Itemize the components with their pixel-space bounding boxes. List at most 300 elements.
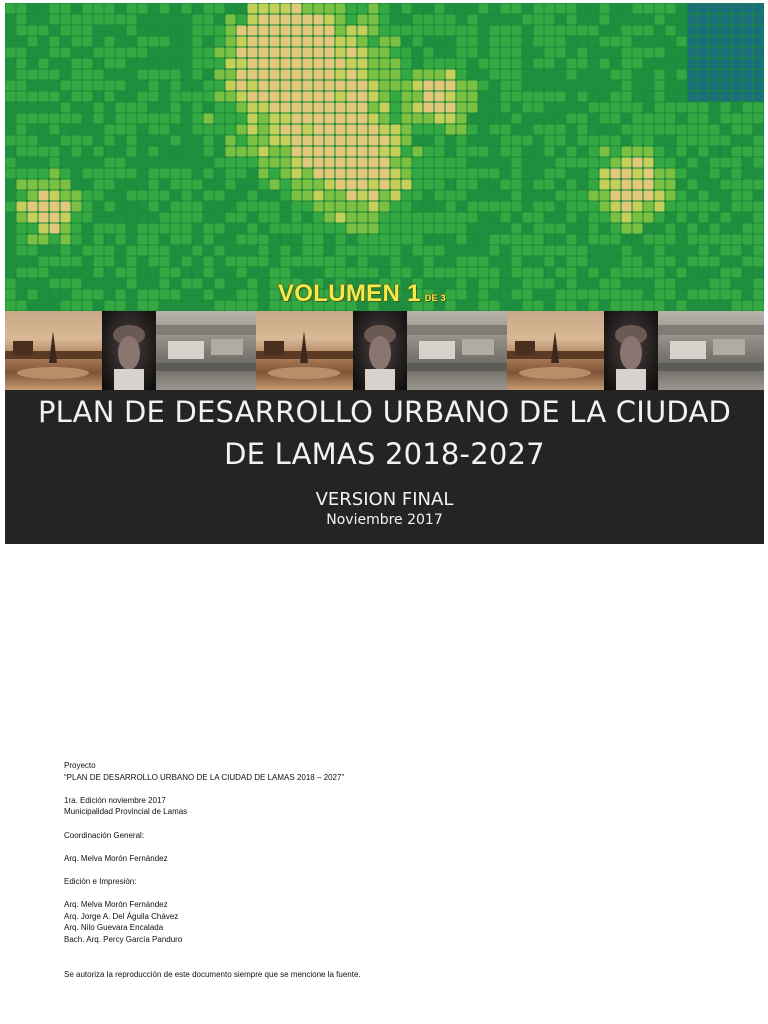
terrain-tile [127,114,137,124]
terrain-tile [754,290,764,300]
terrain-tile [292,213,302,223]
terrain-tile [380,4,390,14]
terrain-tile [545,191,555,201]
terrain-tile [303,26,313,36]
terrain-tile [644,246,654,256]
terrain-tile [710,191,720,201]
terrain-tile [83,136,93,146]
terrain-tile [237,202,247,212]
terrain-tile [314,48,324,58]
terrain-tile [270,70,280,80]
terrain-tile [424,92,434,102]
terrain-tile [6,213,16,223]
terrain-tile [600,15,610,25]
terrain-tile [259,81,269,91]
terrain-tile [39,290,49,300]
terrain-tile [589,136,599,146]
terrain-tile [270,257,280,267]
cover-title-line-2: DE LAMAS 2018-2027 [224,437,545,471]
terrain-tile [622,114,632,124]
terrain-tile [710,202,720,212]
terrain-tile [435,37,445,47]
terrain-tile [61,268,71,278]
terrain-tile [105,37,115,47]
terrain-tile [578,81,588,91]
terrain-tile [358,246,368,256]
terrain-tile [83,235,93,245]
terrain-tile [644,279,654,289]
terrain-tile [644,4,654,14]
terrain-tile [721,48,731,58]
terrain-tile [677,4,687,14]
terrain-tile [611,37,621,47]
terrain-tile [347,125,357,135]
terrain-tile [446,48,456,58]
terrain-tile [490,103,500,113]
terrain-tile [424,114,434,124]
terrain-tile [567,26,577,36]
terrain-tile [380,202,390,212]
terrain-tile [732,257,742,267]
terrain-tile [666,279,676,289]
terrain-tile [479,147,489,157]
terrain-tile [94,202,104,212]
terrain-tile [710,235,720,245]
terrain-tile [116,81,126,91]
terrain-tile [677,59,687,69]
terrain-tile [457,48,467,58]
terrain-tile [622,26,632,36]
terrain-tile [72,136,82,146]
terrain-tile [270,92,280,102]
terrain-tile [754,191,764,201]
terrain-tile [512,114,522,124]
terrain-tile [237,125,247,135]
terrain-tile [633,279,643,289]
terrain-tile [600,213,610,223]
terrain-tile [160,147,170,157]
terrain-tile [501,114,511,124]
terrain-tile [545,213,555,223]
terrain-tile [754,169,764,179]
terrain-tile [149,224,159,234]
terrain-tile [50,48,60,58]
terrain-tile [578,180,588,190]
terrain-tile [479,158,489,168]
terrain-tile [193,59,203,69]
terrain-tile [94,15,104,25]
terrain-tile [325,4,335,14]
terrain-tile [446,59,456,69]
terrain-tile [369,268,379,278]
terrain-tile [17,191,27,201]
terrain-tile [600,235,610,245]
terrain-tile [61,59,71,69]
terrain-tile [468,136,478,146]
terrain-tile [182,15,192,25]
terrain-tile [446,26,456,36]
terrain-tile [72,191,82,201]
terrain-tile [545,103,555,113]
terrain-tile [457,213,467,223]
terrain-tile [6,4,16,14]
terrain-tile [28,213,38,223]
terrain-tile [50,180,60,190]
terrain-tile [545,290,555,300]
terrain-tile [589,191,599,201]
terrain-tile [347,92,357,102]
terrain-tile [424,125,434,135]
terrain-tile [28,125,38,135]
terrain-tile [743,235,753,245]
terrain-tile [39,26,49,36]
terrain-tile [578,191,588,201]
terrain-tile [589,301,599,311]
terrain-tile [193,169,203,179]
terrain-tile [138,92,148,102]
terrain-tile [545,268,555,278]
terrain-tile [556,92,566,102]
terrain-tile [424,158,434,168]
terrain-tile [182,136,192,146]
terrain-tile [28,103,38,113]
terrain-tile [28,37,38,47]
terrain-tile [754,81,764,91]
terrain-tile [94,147,104,157]
terrain-tile [578,213,588,223]
terrain-tile [160,279,170,289]
terrain-tile [622,268,632,278]
terrain-tile [149,92,159,102]
terrain-tile [402,246,412,256]
terrain-tile [336,70,346,80]
terrain-tile [380,37,390,47]
terrain-tile [138,125,148,135]
terrain-tile [336,103,346,113]
terrain-tile [314,246,324,256]
terrain-tile [358,125,368,135]
terrain-tile [633,136,643,146]
terrain-tile [61,180,71,190]
terrain-tile [732,81,742,91]
terrain-tile [754,301,764,311]
terrain-tile [754,15,764,25]
terrain-tile [402,103,412,113]
terrain-tile [160,136,170,146]
terrain-tile [501,235,511,245]
terrain-tile [259,279,269,289]
terrain-tile [6,147,16,157]
terrain-tile [358,180,368,190]
terrain-tile [512,290,522,300]
terrain-tile [633,213,643,223]
terrain-tile [468,301,478,311]
terrain-tile [325,147,335,157]
terrain-tile [413,81,423,91]
terrain-tile [600,279,610,289]
terrain-tile [171,279,181,289]
terrain-tile [325,92,335,102]
terrain-tile [193,4,203,14]
terrain-tile [699,213,709,223]
terrain-tile [622,235,632,245]
terrain-tile [424,59,434,69]
terrain-tile [358,70,368,80]
terrain-tile [336,26,346,36]
terrain-tile [512,70,522,80]
terrain-tile [479,136,489,146]
terrain-tile [292,37,302,47]
terrain-tile [182,37,192,47]
terrain-tile [666,169,676,179]
terrain-tile [259,180,269,190]
terrain-tile [50,103,60,113]
terrain-tile [358,169,368,179]
terrain-tile [171,180,181,190]
terrain-tile [237,26,247,36]
terrain-tile [83,202,93,212]
terrain-tile [600,26,610,36]
terrain-tile [6,136,16,146]
terrain-tile [622,290,632,300]
terrain-tile [270,202,280,212]
terrain-tile [270,15,280,25]
terrain-tile [578,279,588,289]
terrain-tile [710,246,720,256]
terrain-tile [512,213,522,223]
terrain-tile [6,48,16,58]
terrain-tile [347,37,357,47]
terrain-tile [545,26,555,36]
terrain-tile [523,48,533,58]
terrain-tile [259,37,269,47]
terrain-tile [204,213,214,223]
terrain-tile [6,290,16,300]
terrain-tile [457,114,467,124]
terrain-tile [688,191,698,201]
terrain-tile [677,290,687,300]
terrain-tile [182,246,192,256]
terrain-tile [600,48,610,58]
terrain-tile [600,92,610,102]
terrain-tile [303,125,313,135]
terrain-tile [116,103,126,113]
terrain-tile [732,59,742,69]
terrain-tile [468,4,478,14]
terrain-tile [237,268,247,278]
terrain-tile [413,103,423,113]
terrain-tile [248,246,258,256]
terrain-tile [160,257,170,267]
terrain-tile [281,15,291,25]
terrain-tile [281,37,291,47]
terrain-tile [182,4,192,14]
terrain-tile [127,180,137,190]
coordination-label: Coordinación General: [64,830,145,840]
terrain-tile [754,257,764,267]
terrain-tile [127,4,137,14]
terrain-tile [413,15,423,25]
terrain-tile [611,125,621,135]
terrain-tile [611,191,621,201]
terrain-tile [116,125,126,135]
terrain-tile [611,70,621,80]
terrain-tile [226,92,236,102]
terrain-tile [369,180,379,190]
terrain-tile [149,180,159,190]
terrain-tile [567,136,577,146]
terrain-tile [72,92,82,102]
photo-strip [5,311,764,390]
terrain-tile [83,92,93,102]
terrain-tile [710,279,720,289]
terrain-tile [138,147,148,157]
terrain-tile [688,224,698,234]
terrain-tile [710,26,720,36]
terrain-tile [94,59,104,69]
terrain-tile [446,158,456,168]
terrain-tile [578,158,588,168]
terrain-tile [336,268,346,278]
terrain-tile [600,103,610,113]
terrain-tile [743,180,753,190]
terrain-tile [556,114,566,124]
terrain-tile [435,235,445,245]
terrain-tile [468,70,478,80]
terrain-tile [622,136,632,146]
terrain-tile [39,169,49,179]
terrain-tile [237,103,247,113]
terrain-tile [556,180,566,190]
terrain-tile [523,81,533,91]
terrain-tile [457,59,467,69]
terrain-tile [567,37,577,47]
terrain-tile [589,81,599,91]
terrain-tile [721,279,731,289]
terrain-tile [468,191,478,201]
terrain-tile [127,26,137,36]
terrain-tile [402,70,412,80]
terrain-tile [468,81,478,91]
terrain-tile [545,48,555,58]
terrain-tile [270,147,280,157]
terrain-tile [666,191,676,201]
terrain-tile [17,26,27,36]
terrain-tile [556,59,566,69]
terrain-tile [413,180,423,190]
terrain-tile [490,290,500,300]
terrain-tile [72,59,82,69]
terrain-tile [204,191,214,201]
terrain-tile [424,257,434,267]
terrain-tile [369,125,379,135]
terrain-tile [17,37,27,47]
terrain-tile [633,125,643,135]
terrain-tile [589,147,599,157]
terrain-tile [204,37,214,47]
terrain-tile [204,301,214,311]
terrain-tile [61,147,71,157]
terrain-tile [479,257,489,267]
terrain-tile [171,169,181,179]
terrain-tile [138,81,148,91]
terrain-tile [600,4,610,14]
terrain-tile [105,59,115,69]
terrain-tile [732,180,742,190]
terrain-tile [28,191,38,201]
terrain-tile [710,180,720,190]
terrain-tile [402,81,412,91]
terrain-tile [567,4,577,14]
terrain-tile [303,191,313,201]
terrain-tile [743,125,753,135]
terrain-tile [215,257,225,267]
terrain-tile [336,235,346,245]
terrain-tile [743,147,753,157]
terrain-tile [237,15,247,25]
terrain-tile [743,136,753,146]
terrain-tile [578,147,588,157]
terrain-tile [171,59,181,69]
terrain-tile [270,4,280,14]
terrain-tile [710,125,720,135]
terrain-tile [677,125,687,135]
terrain-tile [688,235,698,245]
terrain-tile [413,224,423,234]
terrain-tile [72,48,82,58]
terrain-tile [347,191,357,201]
terrain-tile [259,4,269,14]
terrain-tile [633,48,643,58]
terrain-tile [270,224,280,234]
terrain-tile [237,169,247,179]
terrain-tile [721,235,731,245]
terrain-tile [325,268,335,278]
terrain-tile [226,26,236,36]
terrain-tile [567,268,577,278]
terrain-tile [589,213,599,223]
terrain-tile [501,4,511,14]
reproduction-notice: Se autoriza la reproducción de este documento siempre que se mencione la fuente. [64,969,361,979]
terrain-tile [182,290,192,300]
terrain-tile [380,136,390,146]
terrain-tile [413,246,423,256]
terrain-tile [732,26,742,36]
terrain-tile [248,4,258,14]
terrain-tile [754,147,764,157]
terrain-tile [248,136,258,146]
terrain-tile [578,26,588,36]
terrain-tile [105,103,115,113]
terrain-tile [303,37,313,47]
terrain-tile [666,202,676,212]
terrain-tile [270,125,280,135]
terrain-tile [6,191,16,201]
terrain-tile [688,279,698,289]
terrain-tile [633,4,643,14]
terrain-tile [380,125,390,135]
terrain-tile [721,81,731,91]
terrain-tile [204,125,214,135]
terrain-tile [215,235,225,245]
terrain-tile [160,37,170,47]
terrain-tile [677,15,687,25]
terrain-tile [182,180,192,190]
terrain-tile [248,59,258,69]
terrain-tile [281,103,291,113]
terrain-tile [479,290,489,300]
terrain-tile [622,125,632,135]
